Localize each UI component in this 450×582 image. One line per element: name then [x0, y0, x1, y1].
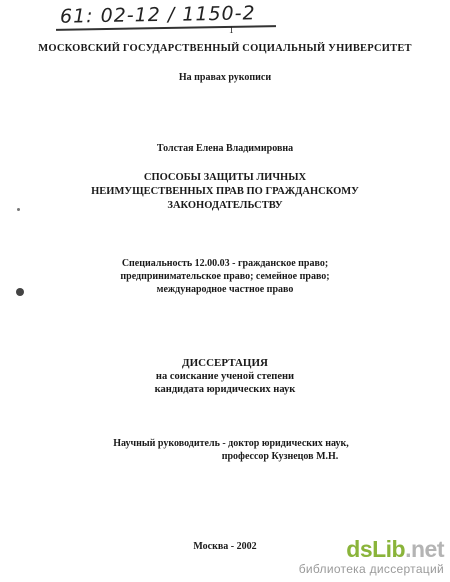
handwritten-code: 61: 02-12 / 1150-2 — [59, 2, 256, 28]
university-name: МОСКОВСКИЙ ГОСУДАРСТВЕННЫЙ СОЦИАЛЬНЫЙ УНИВЕРСИТЕТ — [38, 43, 412, 54]
specialty-line-1: Специальность 12.00.03 - гражданское право; — [121, 258, 329, 269]
title-line-3: ЗАКОНОДАТЕЛЬСТВУ — [167, 200, 283, 211]
dissertation-line-2: кандидата юридических наук — [154, 384, 296, 395]
title-line-2: НЕИМУЩЕСТВЕННЫХ ПРАВ ПО ГРАЖДАНСКОМУ — [91, 186, 359, 197]
watermark-subtitle: библиотека диссертаций — [298, 562, 444, 576]
specialty-line-3: международное частное право — [156, 284, 294, 295]
binding-hole-mark — [16, 288, 24, 296]
dissertation-line-1: на соискание ученой степени — [155, 371, 295, 382]
place-year: Москва - 2002 — [193, 541, 257, 552]
specialty-line-2: предпринимательское право; семейное право; — [120, 271, 330, 282]
specialty-block — [0, 257, 450, 296]
page-number: 1 — [229, 25, 234, 35]
advisor-line-1: Научный руководитель - доктор юридических наук, — [113, 438, 349, 449]
thesis-title — [0, 171, 450, 213]
author-name: Толстая Елена Владимировна — [156, 143, 294, 154]
advisor-line-2: профессор Кузнецов М.Н. — [221, 451, 339, 462]
dissertation-heading: ДИССЕРТАЦИЯ — [182, 357, 268, 369]
scan-speck — [17, 208, 20, 211]
manuscript-rights: На правах рукописи — [178, 72, 272, 83]
title-line-1: СПОСОБЫ ЗАЩИТЫ ЛИЧНЫХ — [143, 172, 307, 183]
watermark-logo — [299, 537, 444, 561]
watermark-brand-green: dsLib — [346, 536, 406, 562]
watermark-brand-grey: .net — [405, 536, 444, 562]
dissertation-block — [0, 357, 450, 396]
advisor-block — [0, 437, 450, 463]
dslib-watermark[interactable] — [299, 537, 444, 576]
